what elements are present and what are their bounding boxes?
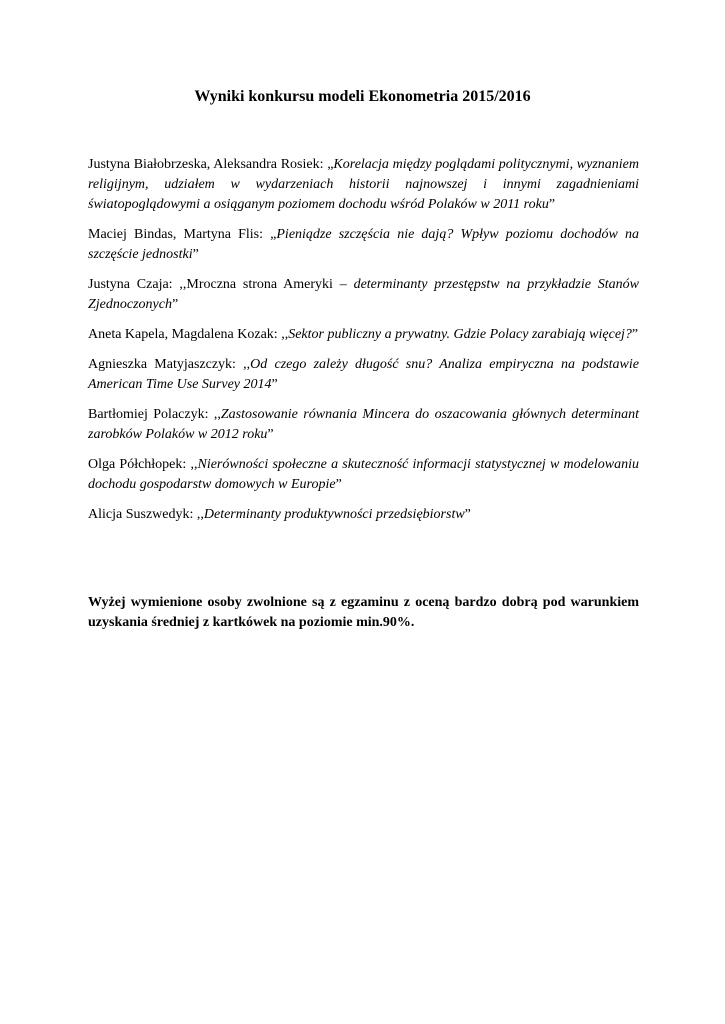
entry-title: Determinanty produktywności przedsiębiorstw: [203, 507, 465, 522]
exemption-notice: Wyżej wymienione osoby zwolnione są z egzaminu z oceną bardzo dobrą pod warunkiem uzyskania średniej z kartkówek na poziomie min.90%.: [88, 595, 639, 630]
entry-authors: Olga Półchłopek:: [88, 457, 191, 472]
entry-close-quote: ”: [548, 197, 556, 212]
list-item: [88, 225, 639, 265]
entry-open-quote: ,,: [213, 407, 221, 422]
document-title: Wyniki konkursu modeli Ekonometria 2015/2016: [194, 88, 531, 105]
entry-authors: Justyna Czaja:: [88, 277, 180, 292]
list-item: [88, 405, 639, 445]
entry-open-quote: „: [327, 157, 334, 172]
entry-close-quote: ”: [464, 507, 471, 522]
list-item: [88, 505, 639, 525]
entry-close-quote: ”: [171, 297, 179, 312]
entry-open-quote: ,,: [179, 277, 187, 292]
entry-title-prefix: Mroczna strona Ameryki –: [186, 277, 354, 292]
entry-authors: Justyna Białobrzeska, Aleksandra Rosiek:: [88, 157, 328, 172]
entry-title: Nierówności społeczne a skuteczność informacji statystycznej w modelowaniu dochodu gospodarstw domowych w Europie: [88, 457, 639, 492]
entry-close-quote: ”: [335, 477, 342, 492]
entry-open-quote: „: [270, 227, 277, 242]
entry-close-quote: ”: [192, 247, 199, 262]
list-item: [88, 325, 639, 345]
list-item: [88, 155, 639, 215]
entry-open-quote: ,,: [281, 327, 289, 342]
entry-authors: Bartłomiej Polaczyk:: [88, 407, 214, 422]
entry-title: Sektor publiczny a prywatny. Gdzie Polacy zarabiają więcej?: [288, 327, 632, 342]
entry-title: Zastosowanie równania Mincera do oszacowania głównych determinant zarobków Polaków w 2012 roku: [88, 407, 639, 442]
entry-authors: Alicja Suszwedyk:: [88, 507, 197, 522]
entry-close-quote: ”: [267, 427, 274, 442]
entry-title: Od czego zależy długość snu? Analiza empiryczna na podstawie American Time Use Survey 2014: [88, 357, 639, 392]
entry-title: determinanty przestępstw na przykładzie Stanów Zjednoczonych: [88, 277, 639, 312]
list-item: [88, 355, 639, 395]
entry-authors: Agnieszka Matyjaszczyk:: [88, 357, 244, 372]
entry-close-quote: ”: [631, 327, 639, 342]
entry-open-quote: ,,: [196, 507, 204, 522]
entry-title: Pieniądze szczęścia nie dają? Wpływ poziomu dochodów na szczęście jednostki: [88, 227, 639, 262]
entry-authors: Aneta Kapela, Magdalena Kozak:: [88, 327, 282, 342]
entry-close-quote: ”: [271, 377, 278, 392]
list-item: [88, 455, 639, 495]
entry-open-quote: ,,: [243, 357, 251, 372]
entry-title: Korelacja między poglądami politycznymi, wyznaniem religijnym, udziałem w wydarzeniach historii najnowszej i innymi zagadnieniami światopoglądowymi a osiąganym poziomem dochodu wśród Polaków w 2011 roku: [88, 157, 639, 212]
entry-authors: Maciej Bindas, Martyna Flis:: [88, 227, 271, 242]
entry-open-quote: ,,: [190, 457, 198, 472]
entry-list: [88, 155, 639, 535]
list-item: [88, 275, 639, 315]
